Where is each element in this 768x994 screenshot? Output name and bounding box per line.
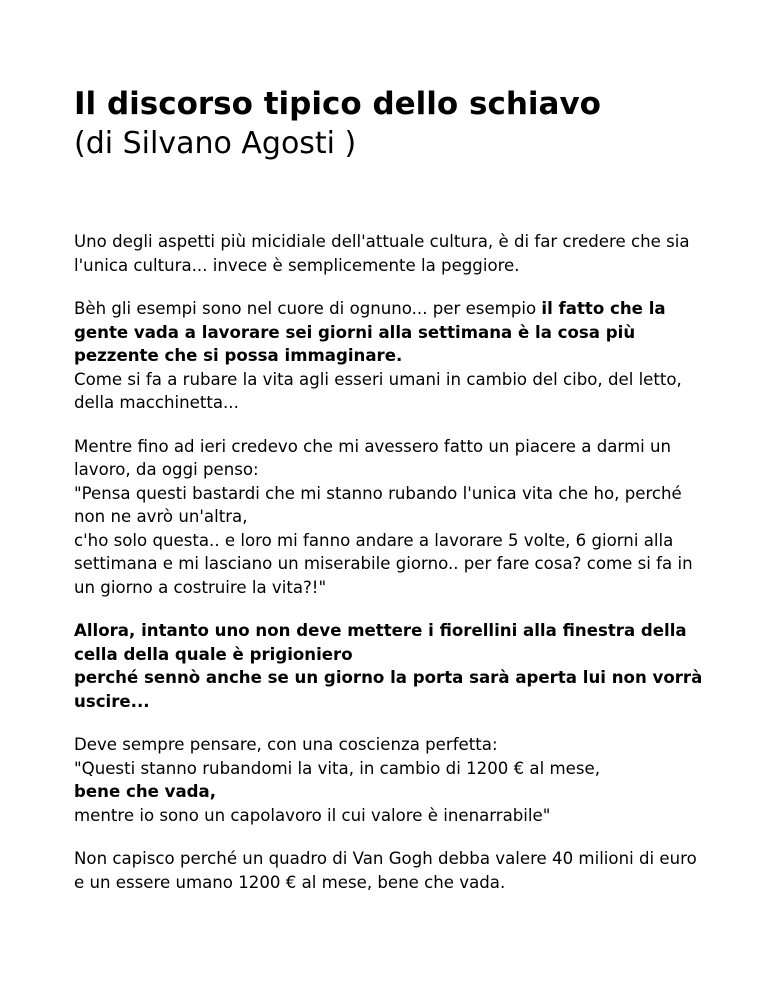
document-author: (di Silvano Agosti )	[74, 126, 357, 161]
paragraph-4-line-2: perché sennò anche se un giorno la porta sarà aperta lui non vorrà uscire...	[74, 668, 703, 711]
paragraph-3	[74, 435, 704, 600]
paragraph-6-text: Non capisco perché un quadro di Van Gogh debba valere 40 milioni di euro e un essere umano 1200 € al mese, bene che vada.	[74, 849, 697, 892]
paragraph-1	[74, 230, 704, 277]
paragraph-5-line-3: mentre io sono un capolavoro il cui valore è inenarrabile"	[74, 805, 551, 825]
paragraph-2-emphasis: il fatto che la gente vada a lavorare sei giorni alla settimana è la cosa più pezzente che si possa immaginare.	[74, 299, 666, 365]
paragraph-4-line-1: Allora, intanto uno non deve mettere i fiorellini alla finestra della cella della quale è prigioniero	[74, 621, 687, 664]
paragraph-3-line-1: Mentre fino ad ieri credevo che mi avessero fatto un piacere a darmi un lavoro, da oggi penso:	[74, 436, 672, 479]
paragraph-6	[74, 847, 704, 894]
paragraph-4	[74, 619, 704, 713]
document-body	[74, 84, 704, 894]
paragraph-5-line-1: Deve sempre pensare, con una coscienza perfetta:	[74, 735, 498, 754]
paragraph-3-quote-1: "Pensa questi bastardi che mi stanno rubando l'unica vita che ho, perché non ne avrò un'altra,	[74, 483, 682, 526]
document-title: Il discorso tipico dello schiavo	[74, 86, 601, 122]
paragraph-2-lead: Bèh gli esempi sono nel cuore di ognuno... per esempio	[74, 299, 542, 318]
paragraph-5	[74, 733, 704, 827]
paragraph-3-quote-2: c'ho solo questa.. e loro mi fanno andare a lavorare 5 volte, 6 giorni alla settimana e mi lasciano un miserabile giorno.. per fare cosa? come si fa in un giorno a costruire la vita?!"	[74, 530, 693, 597]
paragraph-2-rest: Come si fa a rubare la vita agli esseri umani in cambio del cibo, del letto, della macchinetta...	[74, 369, 682, 412]
paragraph-5-emphasis: bene che vada,	[74, 782, 217, 801]
paragraph-1-text: Uno degli aspetti più micidiale dell'attuale cultura, è di far credere che sia l'unica cultura... invece è semplicemente la peggiore.	[74, 232, 690, 275]
paragraph-2	[74, 297, 704, 415]
document-text	[74, 230, 704, 894]
paragraph-5-line-2: "Questi stanno rubandomi la vita, in cambio di 1200 € al mese,	[74, 758, 600, 778]
